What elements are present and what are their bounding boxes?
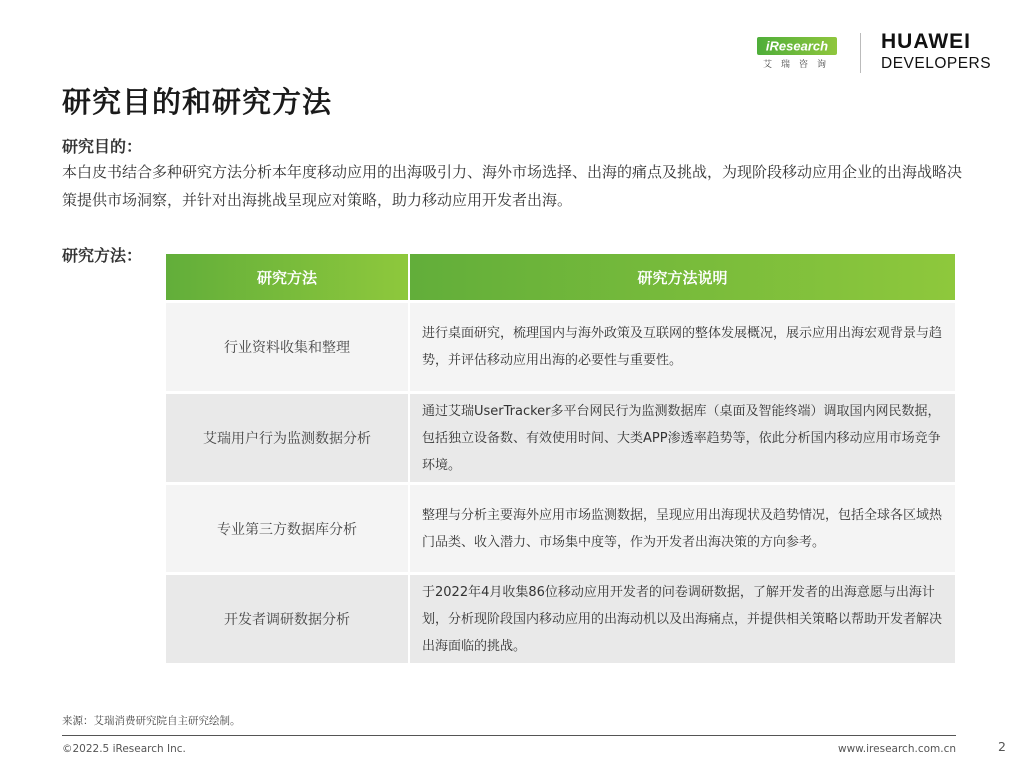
iresearch-subtitle: 艾瑞咨询 — [763, 60, 836, 70]
iresearch-wordmark — [757, 37, 837, 55]
purpose-heading: 研究目的： — [62, 137, 143, 156]
huawei-logo-line1: HUAWEI — [881, 30, 971, 53]
page-number: 2 — [998, 739, 1006, 754]
table-row — [166, 485, 955, 572]
method-cell: 艾瑞用户行为监测数据分析 — [166, 394, 408, 482]
column-header-description: 研究方法说明 — [410, 254, 955, 300]
table-header — [166, 254, 955, 300]
copyright: ©2022.5 iResearch Inc. — [62, 743, 186, 755]
description-cell: 通过艾瑞UserTracker多平台网民行为监测数据库（桌面及智能终端）调取国内网民数据，包括独立设备数、有效使用时间、大类APP渗透率趋势等，依此分析国内移动应用市场竞争环境。 — [410, 394, 955, 482]
methods-table — [166, 254, 955, 663]
method-cell: 行业资料收集和整理 — [166, 303, 408, 391]
method-cell: 专业第三方数据库分析 — [166, 485, 408, 572]
table-row — [166, 575, 955, 663]
website-link[interactable]: www.iresearch.com.cn — [838, 743, 957, 755]
table-row — [166, 303, 955, 391]
description-cell: 进行桌面研究，梳理国内与海外政策及互联网的整体发展概况，展示应用出海宏观背景与趋势，并评估移动应用出海的必要性与重要性。 — [410, 303, 955, 391]
logo-divider — [860, 33, 861, 73]
iresearch-wordmark-text: iResearch — [765, 38, 829, 54]
description-cell: 整理与分析主要海外应用市场监测数据，呈现应用出海现状及趋势情况，包括全球各区域热门品类、收入潜力、市场集中度等，作为开发者出海决策的方向参考。 — [410, 485, 955, 572]
iresearch-logo — [757, 33, 837, 75]
table-row — [166, 394, 955, 482]
description-cell: 于2022年4月收集86位移动应用开发者的问卷调研数据，了解开发者的出海意愿与出海计划，分析现阶段国内移动应用的出海动机以及出海痛点，并提供相关策略以帮助开发者解决出海面临的挑战。 — [410, 575, 955, 663]
huawei-developers-logo — [881, 31, 991, 72]
method-cell: 开发者调研数据分析 — [166, 575, 408, 663]
methods-heading: 研究方法： — [62, 246, 143, 265]
source-note: 来源：艾瑞消费研究院自主研究绘制。 — [62, 715, 241, 727]
purpose-body: 本白皮书结合多种研究方法分析本年度移动应用的出海吸引力、海外市场选择、出海的痛点及挑战，为现阶段移动应用企业的出海战略决策提供市场洞察，并针对出海挑战呈现应对策略，助力移动应用开发者出海。 — [62, 163, 963, 209]
column-header-method: 研究方法 — [166, 254, 408, 300]
footer-divider — [62, 735, 956, 736]
page-title: 研究目的和研究方法 — [62, 85, 333, 119]
huawei-logo-line2: DEVELOPERS — [881, 55, 992, 72]
